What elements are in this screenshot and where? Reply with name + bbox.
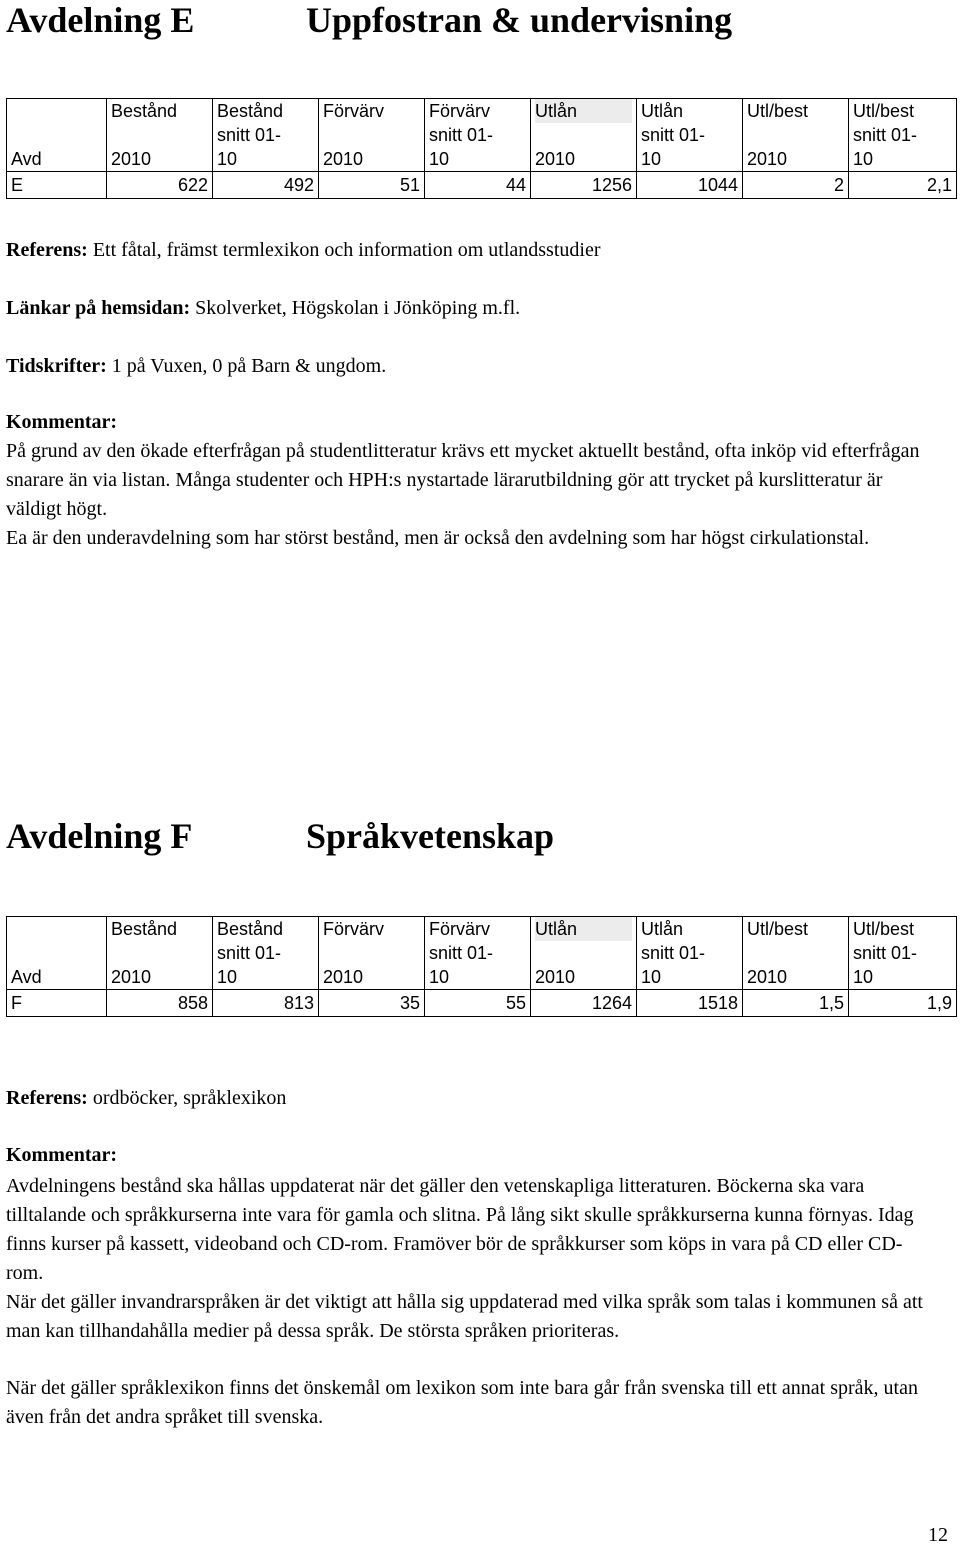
col-header: Bestånd snitt 01- 10	[213, 99, 319, 172]
table-cell: 858	[107, 990, 213, 1017]
section-e-kommentar-p2: Ea är den underavdelning som har störst bestånd, men är också den avdelning som har högst cirkulationstal.	[6, 527, 870, 549]
table-cell: 51	[319, 172, 425, 199]
section-e-kommentar-label: Kommentar:	[6, 411, 118, 433]
table-cell: 622	[107, 172, 213, 199]
col-header: Bestånd 2010	[107, 99, 213, 172]
col-header: Förvärv snitt 01- 10	[425, 917, 531, 990]
table-cell: F	[7, 990, 107, 1017]
col-header: Bestånd 2010	[107, 917, 213, 990]
table-cell: 1518	[637, 990, 743, 1017]
table-cell: 813	[213, 990, 319, 1017]
col-header: Utlån 2010	[531, 917, 637, 990]
section-f-kommentar-p2: När det gäller invandrarspråken är det viktigt att hålla sig uppdaterad med vilka språk som talas i kommunen så att man kan tillhandahålla medier på dessa språk. De största språken prioriteras.	[6, 1291, 923, 1342]
referens-label: Referens:	[6, 239, 88, 261]
table-cell: 492	[213, 172, 319, 199]
table-cell: 1256	[531, 172, 637, 199]
section-e-lankar	[6, 294, 936, 323]
table-cell: E	[7, 172, 107, 199]
col-header: Utl/best snitt 01- 10	[849, 917, 957, 990]
table-cell: 2,1	[849, 172, 957, 199]
section-f-stats-table	[6, 916, 957, 1017]
table-cell: 44	[425, 172, 531, 199]
table-cell: 1,9	[849, 990, 957, 1017]
col-header: Bestånd snitt 01- 10	[213, 917, 319, 990]
section-f-referens	[6, 1084, 936, 1113]
col-header: Utl/best 2010	[743, 99, 849, 172]
tidskrifter-text: 1 på Vuxen, 0 på Barn & ungdom.	[111, 355, 387, 377]
col-header: Avd	[7, 917, 107, 990]
table-cell: 1,5	[743, 990, 849, 1017]
table-header-row	[7, 917, 957, 990]
referens-text: ordböcker, språklexikon	[92, 1087, 287, 1109]
table-cell: 55	[425, 990, 531, 1017]
table-cell: 35	[319, 990, 425, 1017]
table-cell: 2	[743, 172, 849, 199]
col-header: Förvärv 2010	[319, 99, 425, 172]
table-row	[7, 172, 957, 199]
col-header: Utl/best snitt 01- 10	[849, 99, 957, 172]
col-header: Utlån snitt 01- 10	[637, 917, 743, 990]
section-f-kommentar-label: Kommentar:	[6, 1144, 118, 1166]
section-e-stats-table	[6, 98, 957, 199]
col-header: Förvärv snitt 01- 10	[425, 99, 531, 172]
section-f-kommentar-p3: När det gäller språklexikon finns det önskemål om lexikon som inte bara går från svenska till ett annat språk, utan även från det andra språket till svenska.	[6, 1377, 918, 1428]
referens-label: Referens:	[6, 1087, 88, 1109]
section-e-title	[6, 0, 956, 40]
section-e-title-name: Avdelning E	[6, 0, 195, 40]
col-header: Utl/best 2010	[743, 917, 849, 990]
table-cell: 1044	[637, 172, 743, 199]
section-f-kommentar-p1: Avdelningens bestånd ska hållas uppdaterat när det gäller den vetenskapliga litteraturen. Böckerna ska vara tilltalande och språkkurserna inte vara för gamla och slitna. På lång sikt skulle språkkurserna kunna förnyas. Idag finns kurser på kassett, videoband och CD-rom. Framöver bör de språkkurser som köps in vara på CD eller CD-rom.	[6, 1175, 914, 1284]
referens-text: Ett fåtal, främst termlexikon och information om utlandsstudier	[92, 239, 601, 261]
section-f-title-name: Avdelning F	[6, 816, 193, 856]
col-header: Utlån snitt 01- 10	[637, 99, 743, 172]
section-e-kommentar-p1: På grund av den ökade efterfrågan på studentlitteratur krävs ett mycket aktuellt bestånd, ofta inköp vid efterfrågan snarare än via listan. Många studenter och HPH:s nystartade lärarutbildning gör att trycket på kurslitteratur är väldigt högt.	[6, 440, 920, 520]
section-e-tidskrifter	[6, 352, 936, 381]
section-e	[6, 0, 956, 549]
col-header: Förvärv 2010	[319, 917, 425, 990]
lankar-text: Skolverket, Högskolan i Jönköping m.fl.	[195, 297, 521, 319]
section-f-title	[6, 816, 956, 856]
lankar-label: Länkar på hemsidan:	[6, 297, 191, 319]
table-row	[7, 990, 957, 1017]
section-f	[6, 816, 956, 1428]
section-e-title-subject: Uppfostran & undervisning	[306, 0, 733, 40]
col-header: Utlån 2010	[531, 99, 637, 172]
tidskrifter-label: Tidskrifter:	[6, 355, 107, 377]
section-f-title-subject: Språkvetenskap	[306, 816, 555, 856]
table-header-row	[7, 99, 957, 172]
page-number: 12	[928, 1524, 948, 1546]
table-cell: 1264	[531, 990, 637, 1017]
col-header: Avd	[7, 99, 107, 172]
section-e-referens	[6, 236, 936, 265]
